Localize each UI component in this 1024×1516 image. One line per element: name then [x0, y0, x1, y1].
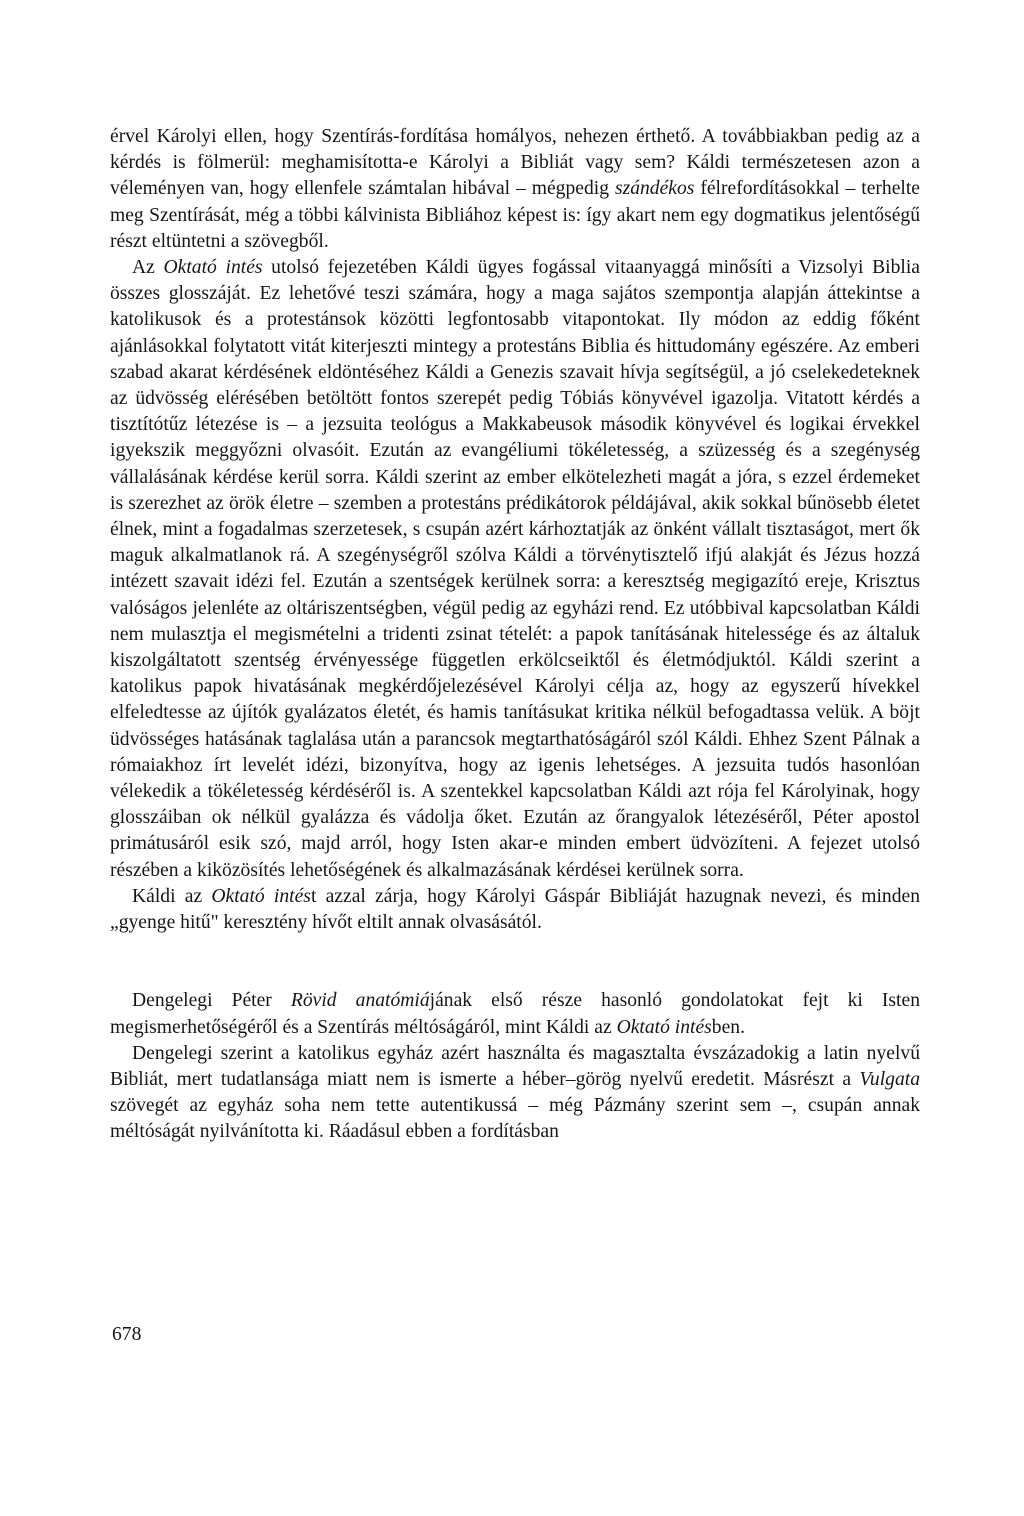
italic-segment: Rövid anatómiá — [290, 990, 430, 1012]
text-segment: Dengelegi Péter — [132, 990, 291, 1012]
text-segment: Dengelegi szerint a katolikus egyház azért használta és magasztalta évszázadokig a latin nyelvű Bibliát, mert tudatlansága miatt nem is ismerte a héber–görög nyelvű eredetit. Másrészt a — [110, 1042, 920, 1090]
paragraph-1 — [110, 124, 920, 255]
paragraph-5 — [110, 1041, 920, 1146]
text-segment: félrefordításokkal – terhelte meg Szentírását, még a többi kálvinista Bibliához képest is: így akart nem egy dogmatikus jelentőségű részt eltüntetni a szövegből. — [110, 178, 920, 252]
text-segment: Káldi az — [132, 885, 212, 907]
text-segment: utolsó fejezetében Káldi ügyes fogással vitaanyaggá minősíti a Vizsolyi Biblia összes glosszáját. Ez lehetővé teszi számára, hogy a maga sajátos szempontja alapján áttekintse a katolikusok és a protestánsok közötti legfontosabb vitapontokat. Ily módon az eddig főként ajánlásokkal folytatott vitát kiterjeszti mintegy a protestáns Biblia és hittudomány egészére. Az emberi szabad akarat kérdésének eldöntéséhez Káldi a Genezis szavait hívja segítségül, a jó cselekedeteknek az üdvösség elérésében betöltött fontos szerepét pedig Tóbiás könyvével igazolja. Vitatott kérdés a tisztítótűz létezése is – a jezsuita teológus a Makkabeusok második könyvével és logikai érvekkel igyekszik meggyőzni olvasóit. Ezután az evangéliumi tökéletesség, a szüzesség és a szegénység vállalásának kérdése kerül sorra. Káldi szerint az ember elkötelezheti magát a jóra, s ezzel érdemeket is szerezhet az örök életre – szemben a protestáns prédikátorok példájával, akik sokkal bűnösebb életet élnek, mint a fogadalmas szerzetesek, s csupán azért kárhoztatják az önként vállalt tisztaságot, mert ők maguk alkalmatlanok rá. A szegénységről szólva Káldi a törvénytisztelő ifjú alakját és Jézus hozzá intézett szavait idézi fel. Ezután a szentségek kerülnek sorra: a keresztség megigazító ereje, Krisztus valóságos jelenléte az oltáriszentségben, végül pedig az egyházi rend. Ez utóbbival kapcsolatban Káldi nem mulasztja el megismételni a tridenti zsinat tételét: a papok tanításának hitelessége és az általuk kiszolgáltatott szentség érvényessége független erkölcseiktől és életmódjuktól. Káldi szerint a katolikus papok hivatásának megkérdőjelezésével Károlyi célja az, hogy az egyszerű hívekkel elfeledtesse az újítók gyalázatos életét, és hamis tanításukat kritika nélkül befogadtassa velük. A böjt üdvösséges hatásának taglalása után a parancsok megtarthatóságáról szól Káldi. Ehhez Szent Pálnak a rómaiakhoz írt levelét idézi, bizonyítva, hogy az igenis lehetséges. A jezsuita tudós hasonlóan vélekedik a tökéletesség kérdéséről is. A szentekkel kapcsolatban Káldi azt rója fel Károlyinak, hogy glosszáiban ok nélkül gyalázza és vádolja őket. Ezután az őrangyalok létezéséről, Péter apostol primátusáról esik szó, majd arról, hogy Isten akar-e minden embert üdvözíteni. A fejezet utolsó részében a kiközösítés lehetőségének és alkalmazásának kérdései kerülnek sorra. — [110, 257, 921, 881]
text-segment: t azzal zárja, hogy Károlyi Gáspár Bibliáját hazugnak nevezi, és minden „gyenge hitű" keresztény hívőt eltilt annak olvasásától. — [110, 885, 920, 934]
text-segment: szövegét az egyház soha nem tette autentikussá – még Pázmány szerint sem –, csupán annak méltóságát nyilvánította ki. Ráadásul ebben a fordításban — [110, 1095, 920, 1143]
text-segment: Az — [132, 257, 164, 279]
italic-segment: Oktató intés — [163, 257, 263, 279]
paragraph-2 — [110, 255, 920, 884]
paragraph-4 — [110, 988, 920, 1040]
italic-segment: Oktató intés — [211, 885, 311, 907]
italic-segment: szándékos — [614, 178, 695, 200]
paragraph-3 — [110, 884, 920, 936]
text-segment: ben. — [711, 1016, 745, 1038]
text-segment: érvel Károlyi ellen, hogy Szentírás-fordítása homályos, nehezen érthető. A továbbiakban pedig az a kérdés is fölmerül: meghamisította-e Károlyi a Bibliát vagy sem? Káldi természetesen azon a véleményen van, hogy ellenfele számtalan hibával – mégpedig — [110, 126, 920, 200]
page-body — [110, 124, 920, 1146]
text-segment: jának első része hasonló gondolatokat fejt ki Isten megismerhetőségéről és a Szentírás méltóságáról, mint Káldi az — [110, 990, 920, 1038]
page-number: 678 — [112, 1324, 142, 1345]
italic-segment: Oktató intés — [616, 1016, 712, 1038]
italic-segment: Vulgata — [859, 1068, 920, 1090]
